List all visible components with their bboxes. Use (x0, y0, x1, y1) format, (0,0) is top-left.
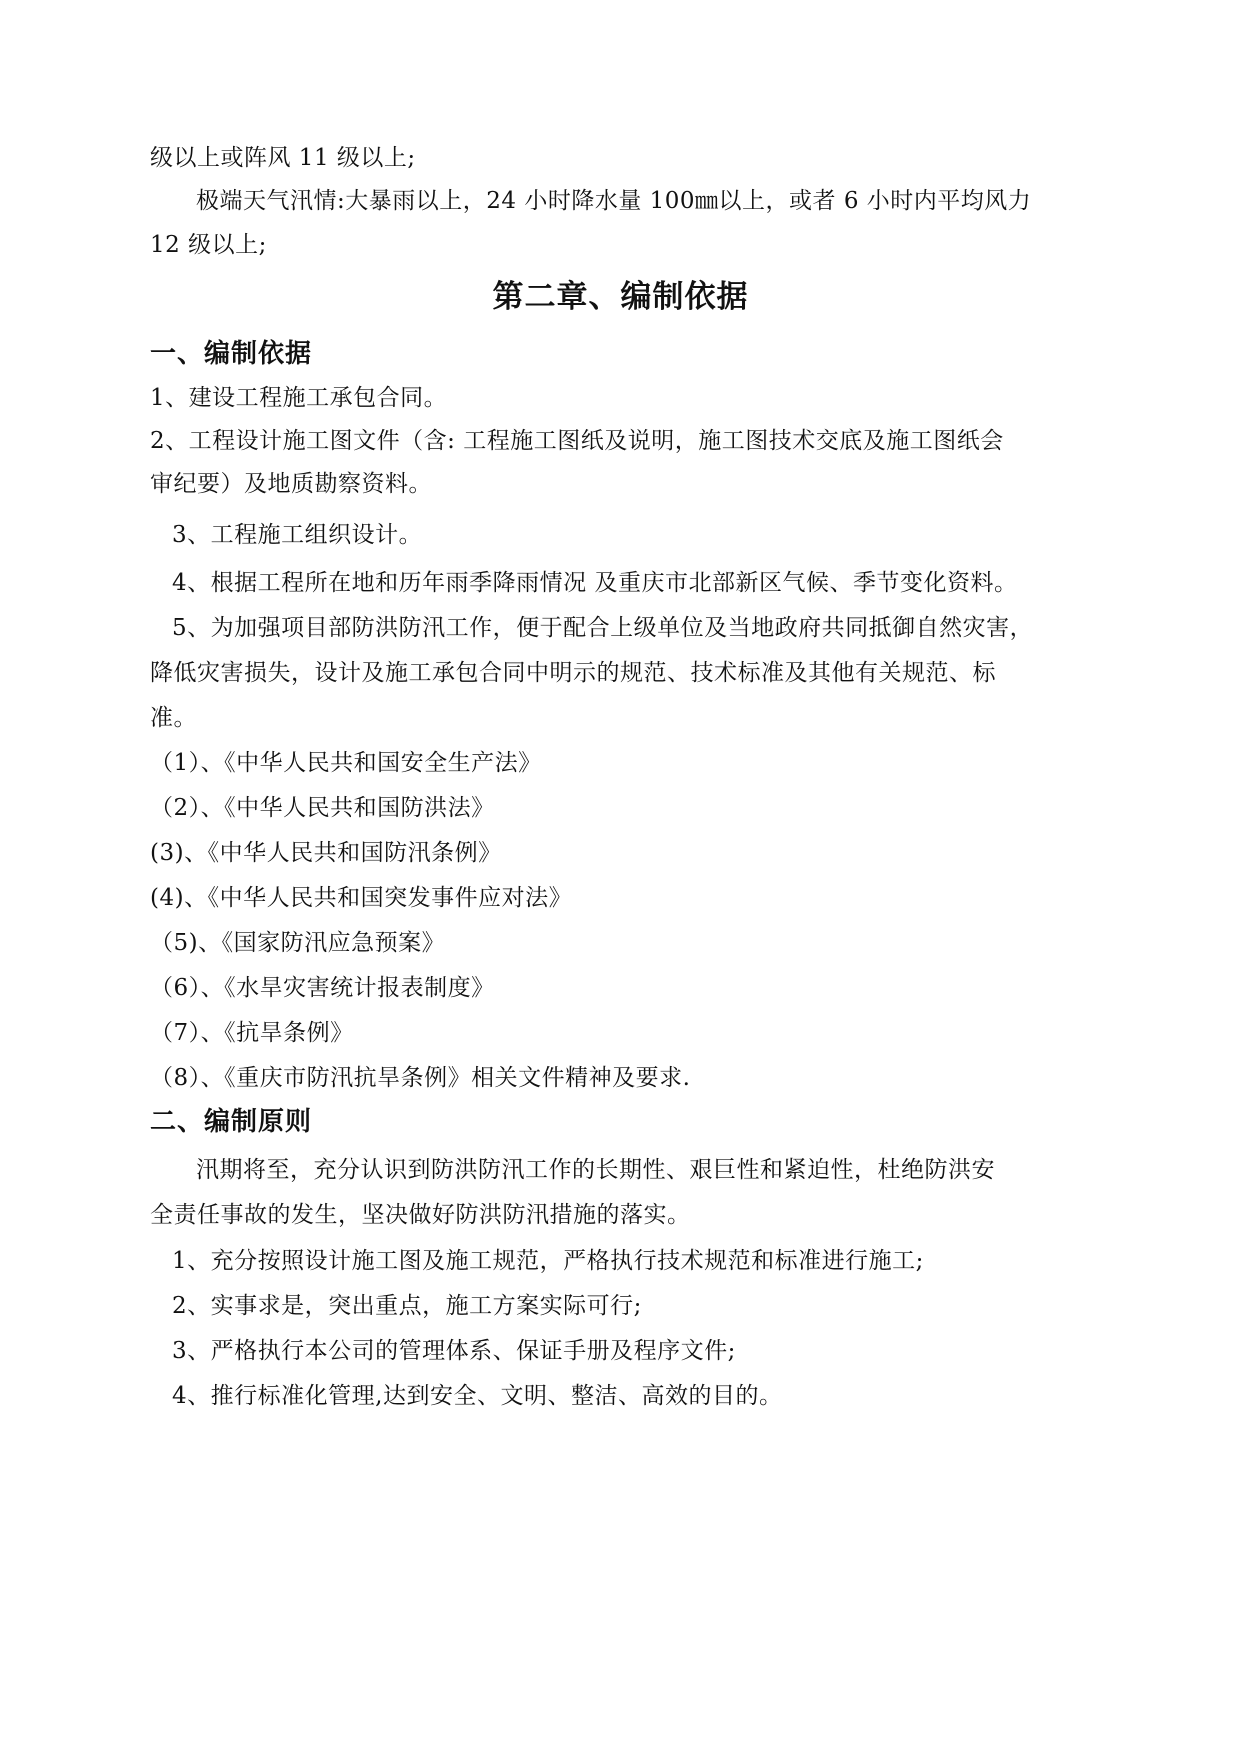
law-item: （5)、《国家防汛应急预案》 (150, 930, 446, 956)
basis-item-3: 3、工程施工组织设计。 (172, 522, 423, 548)
principle-item: 4、推行标准化管理,达到安全、文明、整洁、高效的目的。 (172, 1383, 783, 1409)
principle-item: 2、实事求是，突出重点，施工方案实际可行; (172, 1293, 642, 1319)
basis-item-5-line-3: 准。 (150, 705, 197, 731)
law-item: （2）、《中华人民共和国防洪法》 (150, 795, 495, 821)
chapter-title: 第二章、编制依据 (492, 279, 749, 315)
basis-item-2-line-2: 审纪要）及地质勘察资料。 (150, 471, 432, 497)
section-heading-principles: 二、编制原则 (150, 1107, 313, 1137)
basis-item-2-line-1: 2、工程设计施工图文件（含: 工程施工图纸及说明，施工图技术交底及施工图纸会 (150, 428, 1004, 454)
basis-item-5-line-2: 降低灾害损失，设计及施工承包合同中明示的规范、技术标准及其他有关规范、标 (150, 660, 996, 686)
basis-item-4: 4、根据工程所在地和历年雨季降雨情况 及重庆市北部新区气候、季节变化资料。 (172, 570, 1018, 596)
basis-item-1: 1、建设工程施工承包合同。 (150, 385, 448, 411)
section-heading-basis: 一、编制依据 (150, 339, 313, 369)
principle-item: 1、充分按照设计施工图及施工规范，严格执行技术规范和标准进行施工; (172, 1248, 924, 1274)
continuation-line-3: 12 级以上; (150, 232, 267, 258)
basis-item-5-line-1: 5、为加强项目部防洪防汛工作，便于配合上级单位及当地政府共同抵御自然灾害， (172, 615, 1034, 641)
principle-item: 3、严格执行本公司的管理体系、保证手册及程序文件; (172, 1338, 736, 1364)
law-item: （7）、《抗旱条例》 (150, 1020, 354, 1046)
continuation-line-1: 级以上或阵风 11 级以上; (150, 145, 416, 171)
law-item: （8）、《重庆市防汛抗旱条例》相关文件精神及要求. (150, 1065, 691, 1091)
principles-intro-line-2: 全责任事故的发生，坚决做好防洪防汛措施的落实。 (150, 1202, 691, 1228)
law-item: (3)、《中华人民共和国防汛条例》 (150, 840, 502, 866)
law-item: （1）、《中华人民共和国安全生产法》 (150, 750, 542, 776)
principles-intro-line-1: 汛期将至，充分认识到防洪防汛工作的长期性、艰巨性和紧迫性，杜绝防洪安 (196, 1157, 995, 1183)
continuation-line-2: 极端天气汛情:大暴雨以上，24 小时降水量 100㎜以上，或者 6 小时内平均风力 (196, 188, 1032, 214)
law-item: (4)、《中华人民共和国突发事件应对法》 (150, 885, 573, 911)
law-item: （6）、《水旱灾害统计报表制度》 (150, 975, 495, 1001)
